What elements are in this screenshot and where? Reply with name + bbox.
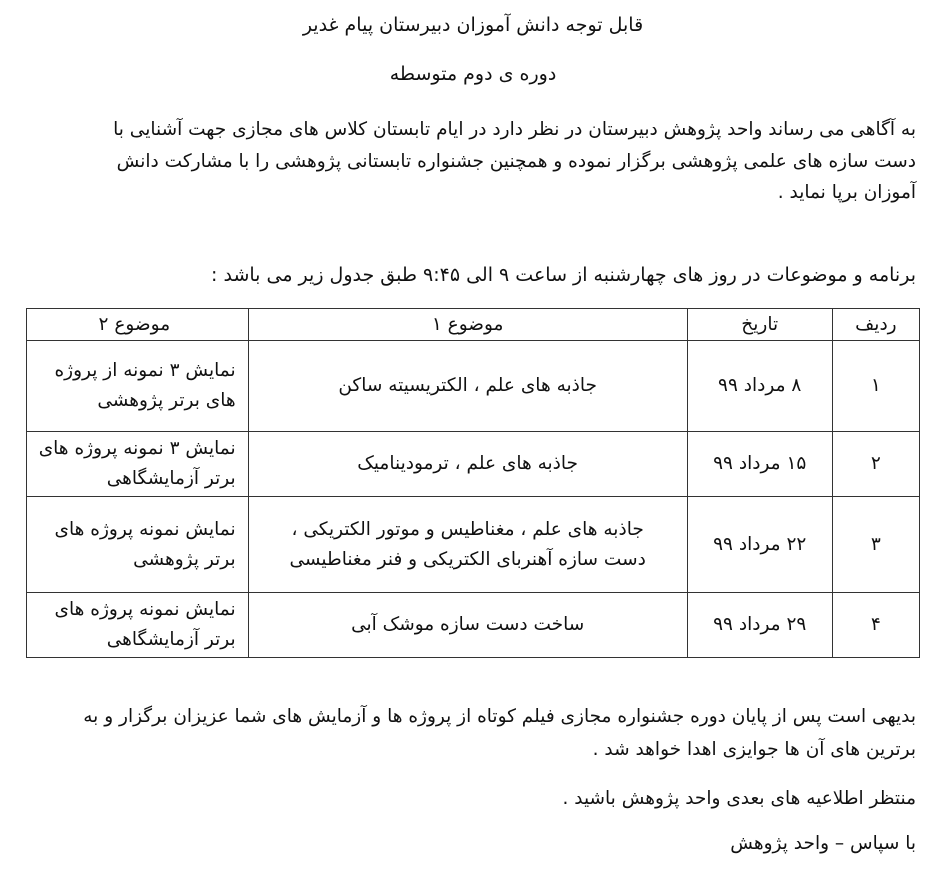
header-topic-2: موضوع ۲ [27, 309, 249, 341]
cell-row-number: ۴ [832, 593, 919, 658]
table-header-row [27, 309, 920, 341]
schedule-table [26, 308, 920, 658]
header-row-number: ردیف [832, 309, 919, 341]
table-row [27, 593, 920, 658]
await-notice: منتظر اطلاعیه های بعدی واحد پژوهش باشید . [562, 788, 916, 809]
intro-paragraph: به آگاهی می رساند واحد پژوهش دبیرستان در نظر دارد در ایام تابستان کلاس های مجازی جهت آشنایی با دست سازه های علمی پژوهشی برگزار نموده و همچنین جشنواره تابستانی پژوهشی را با مشارکت دانش آموزان برپا نماید . [113, 119, 916, 203]
cell-date: ۲۹ مرداد ۹۹ [687, 593, 832, 658]
table-row [27, 341, 920, 432]
notice-subtitle: دوره ی دوم متوسطه [389, 63, 557, 85]
cell-date: ۸ مرداد ۹۹ [687, 341, 832, 432]
cell-topic-1: ساخت دست سازه موشک آبی [248, 593, 687, 658]
cell-topic-1: جاذبه های علم ، ترمودینامیک [248, 432, 687, 497]
header-date: تاریخ [687, 309, 832, 341]
table-row [27, 497, 920, 593]
cell-topic-1: جاذبه های علم ، مغناطیس و موتور الکتریکی ، دست سازه آهنربای الکتریکی و فنر مغناطیسی [248, 497, 687, 593]
signature: با سپاس – واحد پژوهش [730, 833, 916, 854]
cell-row-number: ۲ [832, 432, 919, 497]
cell-topic-2: نمایش ۳ نمونه پروژه های برتر آزمایشگاهی [27, 432, 249, 497]
cell-date: ۱۵ مرداد ۹۹ [687, 432, 832, 497]
notice-title: قابل توجه دانش آموزان دبیرستان پیام غدیر [302, 14, 644, 36]
cell-topic-2: نمایش نمونه پروژه های برتر آزمایشگاهی [27, 593, 249, 658]
cell-date: ۲۲ مرداد ۹۹ [687, 497, 832, 593]
cell-row-number: ۱ [832, 341, 919, 432]
table-row [27, 432, 920, 497]
cell-topic-1: جاذبه های علم ، الکتریسیته ساکن [248, 341, 687, 432]
closing-paragraph: بدیهی است پس از پایان دوره جشنواره مجازی فیلم کوتاه از پروژه ها و آزمایش های شما عزیزان برگزار و به برترین های آن ها جوایزی اهدا خواهد شد . [83, 706, 916, 760]
cell-topic-2: نمایش ۳ نمونه از پروژه های برتر پژوهشی [27, 341, 249, 432]
header-topic-1: موضوع ۱ [248, 309, 687, 341]
cell-topic-2: نمایش نمونه پروژه های برتر پژوهشی [27, 497, 249, 593]
cell-row-number: ۳ [832, 497, 919, 593]
schedule-lead: برنامه و موضوعات در روز های چهارشنبه از ساعت ۹ الی ۹:۴۵ طبق جدول زیر می باشد : [211, 264, 916, 286]
